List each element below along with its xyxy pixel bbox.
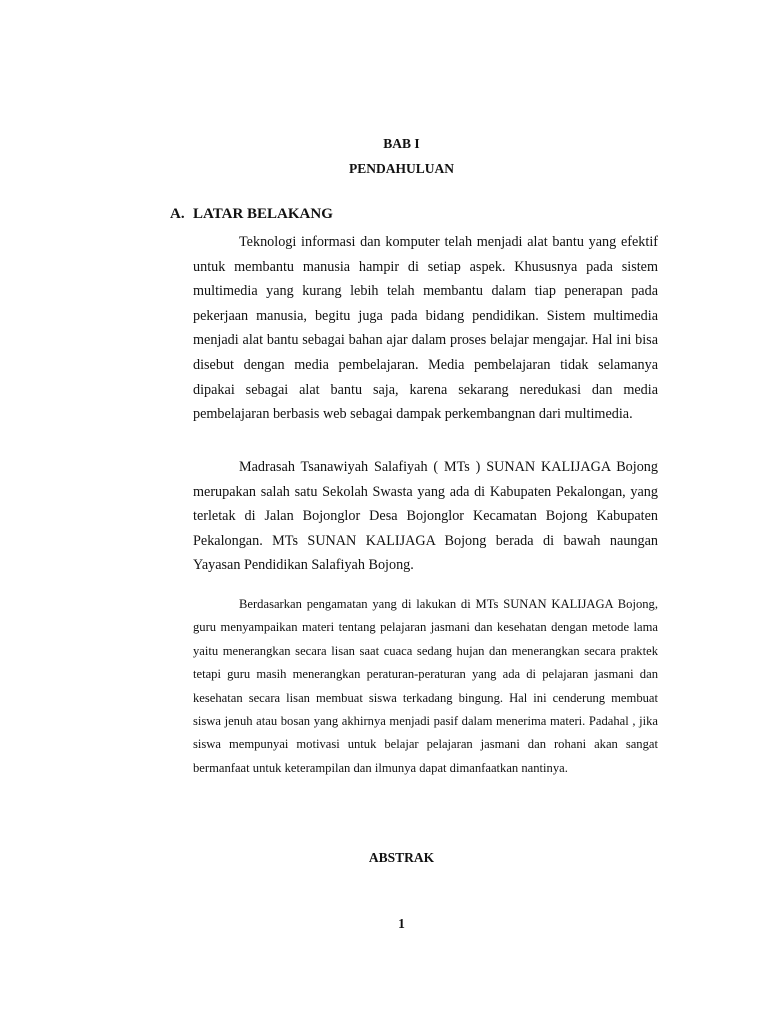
section-title: LATAR BELAKANG [193, 206, 333, 222]
chapter-title: PENDAHULUAN [348, 161, 454, 176]
section-letter: A. [170, 206, 185, 222]
section-heading [170, 206, 333, 223]
abstract-heading: ABSTRAK [368, 850, 435, 865]
chapter-label: BAB I [383, 136, 420, 151]
body-paragraph-3: Berdasarkan pengamatan yang di lakukan di MTs SUNAN KALIJAGA Bojong, guru menyampaikan materi tentang pelajaran jasmani dan kesehatan dengan metode lama yaitu menerangkan secara lisan saat cuaca sedang hujan dan menerangkan secara praktek tetapi guru masih menerangkan peraturan-peraturan yang ada di pelajaran jasmani dan kesehatan secara lisan membuat siswa terkadang bingung. Hal ini cenderung membuat siswa jenuh atau bosan yang akhirnya menjadi pasif dalam menerima materi. Padahal , jika siswa mempunyai motivasi untuk belajar pelajaran jasmani dan rohani akan sangat bermanfaat untuk keterampilan dan ilmunya dapat dimanfaatkan nantinya. [193, 597, 658, 775]
page-number: 1 [398, 916, 405, 931]
body-paragraph-2: Madrasah Tsanawiyah Salafiyah ( MTs ) SUNAN KALIJAGA Bojong merupakan salah satu Sekolah Swasta yang ada di Kabupaten Pekalongan, yang terletak di Jalan Bojonglor Desa Bojonglor Kecamatan Bojong Kabupaten Pekalongan. MTs SUNAN KALIJAGA Bojong berada di bawah naungan Yayasan Pendidikan Salafiyah Bojong. [193, 459, 658, 574]
body-paragraph-1: Teknologi informasi dan komputer telah menjadi alat bantu yang efektif untuk membantu manusia hampir di setiap aspek. Khususnya pada sistem multimedia yang kurang lebih telah membantu dalam tiap penerapan pada pekerjaan manusia, begitu juga pada bidang pendidikan. Sistem multimedia menjadi alat bantu sebagai bahan ajar dalam proses belajar mengajar. Hal ini bisa disebut dengan media pembelajaran. Media pembelajaran tidak selamanya dipakai sebagai alat bantu saja, karena sekarang neredukasi dan media pembelajaran berbasis web sebagai dampak perkembangnan dari multimedia. [193, 234, 658, 423]
